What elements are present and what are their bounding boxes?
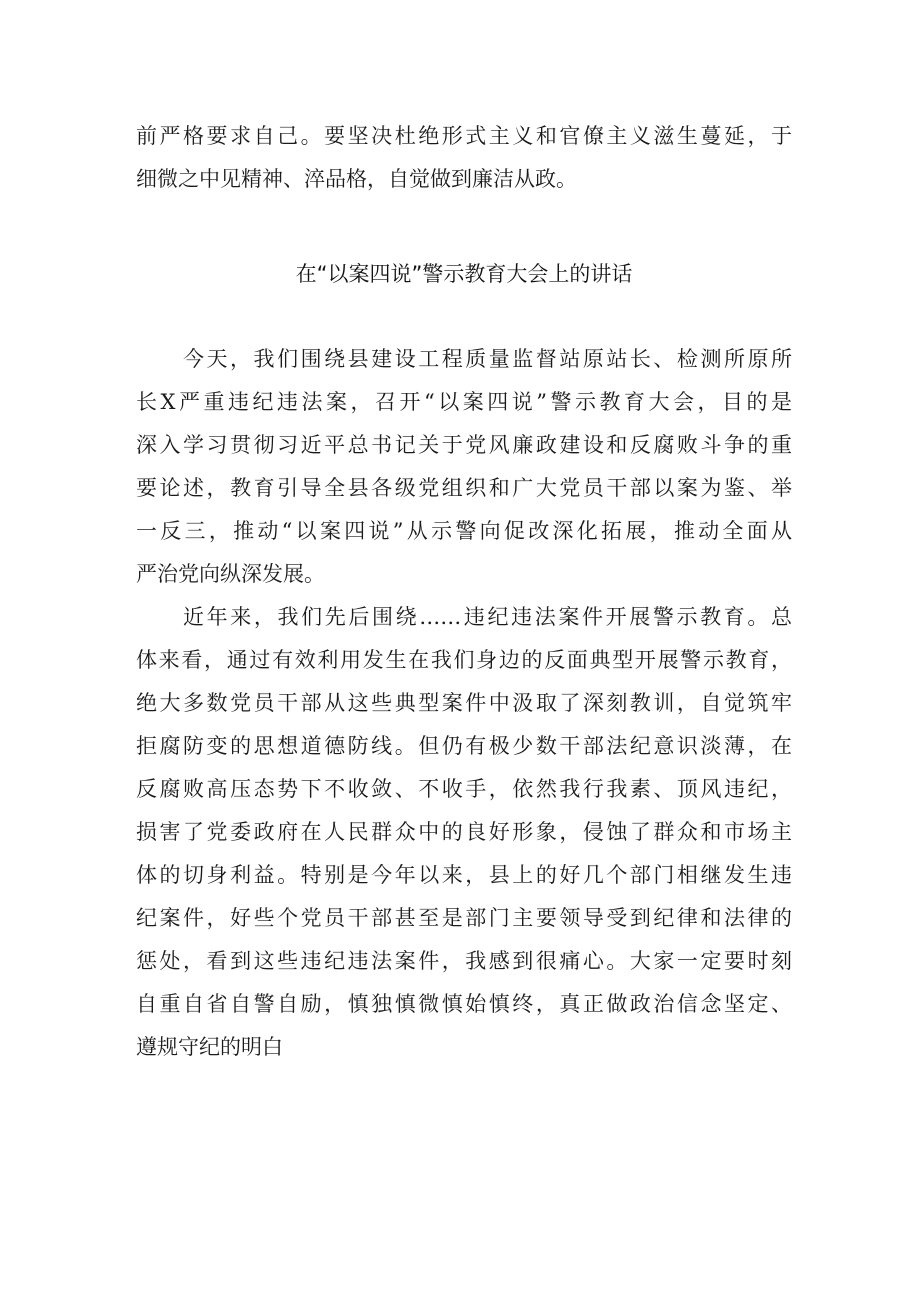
paragraph1-line-4: 要论述，教育引导全县各级党组织和广大党员干部以案为鉴、举 [136, 476, 792, 500]
paragraph2-line-1: 近年来，我们先后围绕……违纪违法案件开展警示教育。总 [183, 605, 792, 629]
paragraph1-line-5: 一反三，推动“以案四说”从示警向促改深化拓展，推动全面从 [136, 519, 792, 543]
paragraph2-line-5: 反腐败高压态势下不收敛、不收手，依然我行我素、顶风违纪， [136, 777, 792, 801]
paragraph2-line-7: 体的切身利益。特别是今年以来，县上的好几个部门相继发生违 [136, 863, 792, 887]
paragraph1-line-2: 长X严重违纪违法案，召开“以案四说”警示教育大会，目的是 [136, 390, 792, 414]
paragraph2-line-4: 拒腐防变的思想道德防线。但仍有极少数干部法纪意识淡薄，在 [136, 734, 792, 758]
intro-line-1: 前严格要求自己。要坚决杜绝形式主义和官僚主义滋生蔓延，于 [136, 124, 792, 148]
paragraph2-line-2: 体来看，通过有效利用发生在我们身边的反面典型开展警示教育， [136, 648, 792, 672]
paragraph1-line-6: 严治党向纵深发展。 [136, 562, 325, 586]
paragraph2-line-9: 惩处，看到这些违纪违法案件，我感到很痛心。大家一定要时刻 [136, 949, 792, 973]
paragraph2-line-11: 遵规守纪的明白 [136, 1035, 283, 1059]
paragraph1-line-1: 今天，我们围绕县建设工程质量监督站原站长、检测所原所 [183, 347, 792, 371]
paragraph2-line-6: 损害了党委政府在人民群众中的良好形象，侵蚀了群众和市场主 [136, 820, 792, 844]
paragraph2-line-10: 自重自省自警自励，慎独慎微慎始慎终，真正做政治信念坚定、 [136, 992, 792, 1016]
speech-title: 在“以案四说”警示教育大会上的讲话 [295, 262, 633, 286]
intro-line-2: 细微之中见精神、淬品格，自觉做到廉洁从政。 [136, 167, 577, 191]
paragraph1-line-3: 深入学习贯彻习近平总书记关于党风廉政建设和反腐败斗争的重 [136, 433, 792, 457]
paragraph2-line-8: 纪案件，好些个党员干部甚至是部门主要领导受到纪律和法律的 [136, 906, 792, 930]
paragraph2-line-3: 绝大多数党员干部从这些典型案件中汲取了深刻教训，自觉筑牢 [136, 691, 792, 715]
